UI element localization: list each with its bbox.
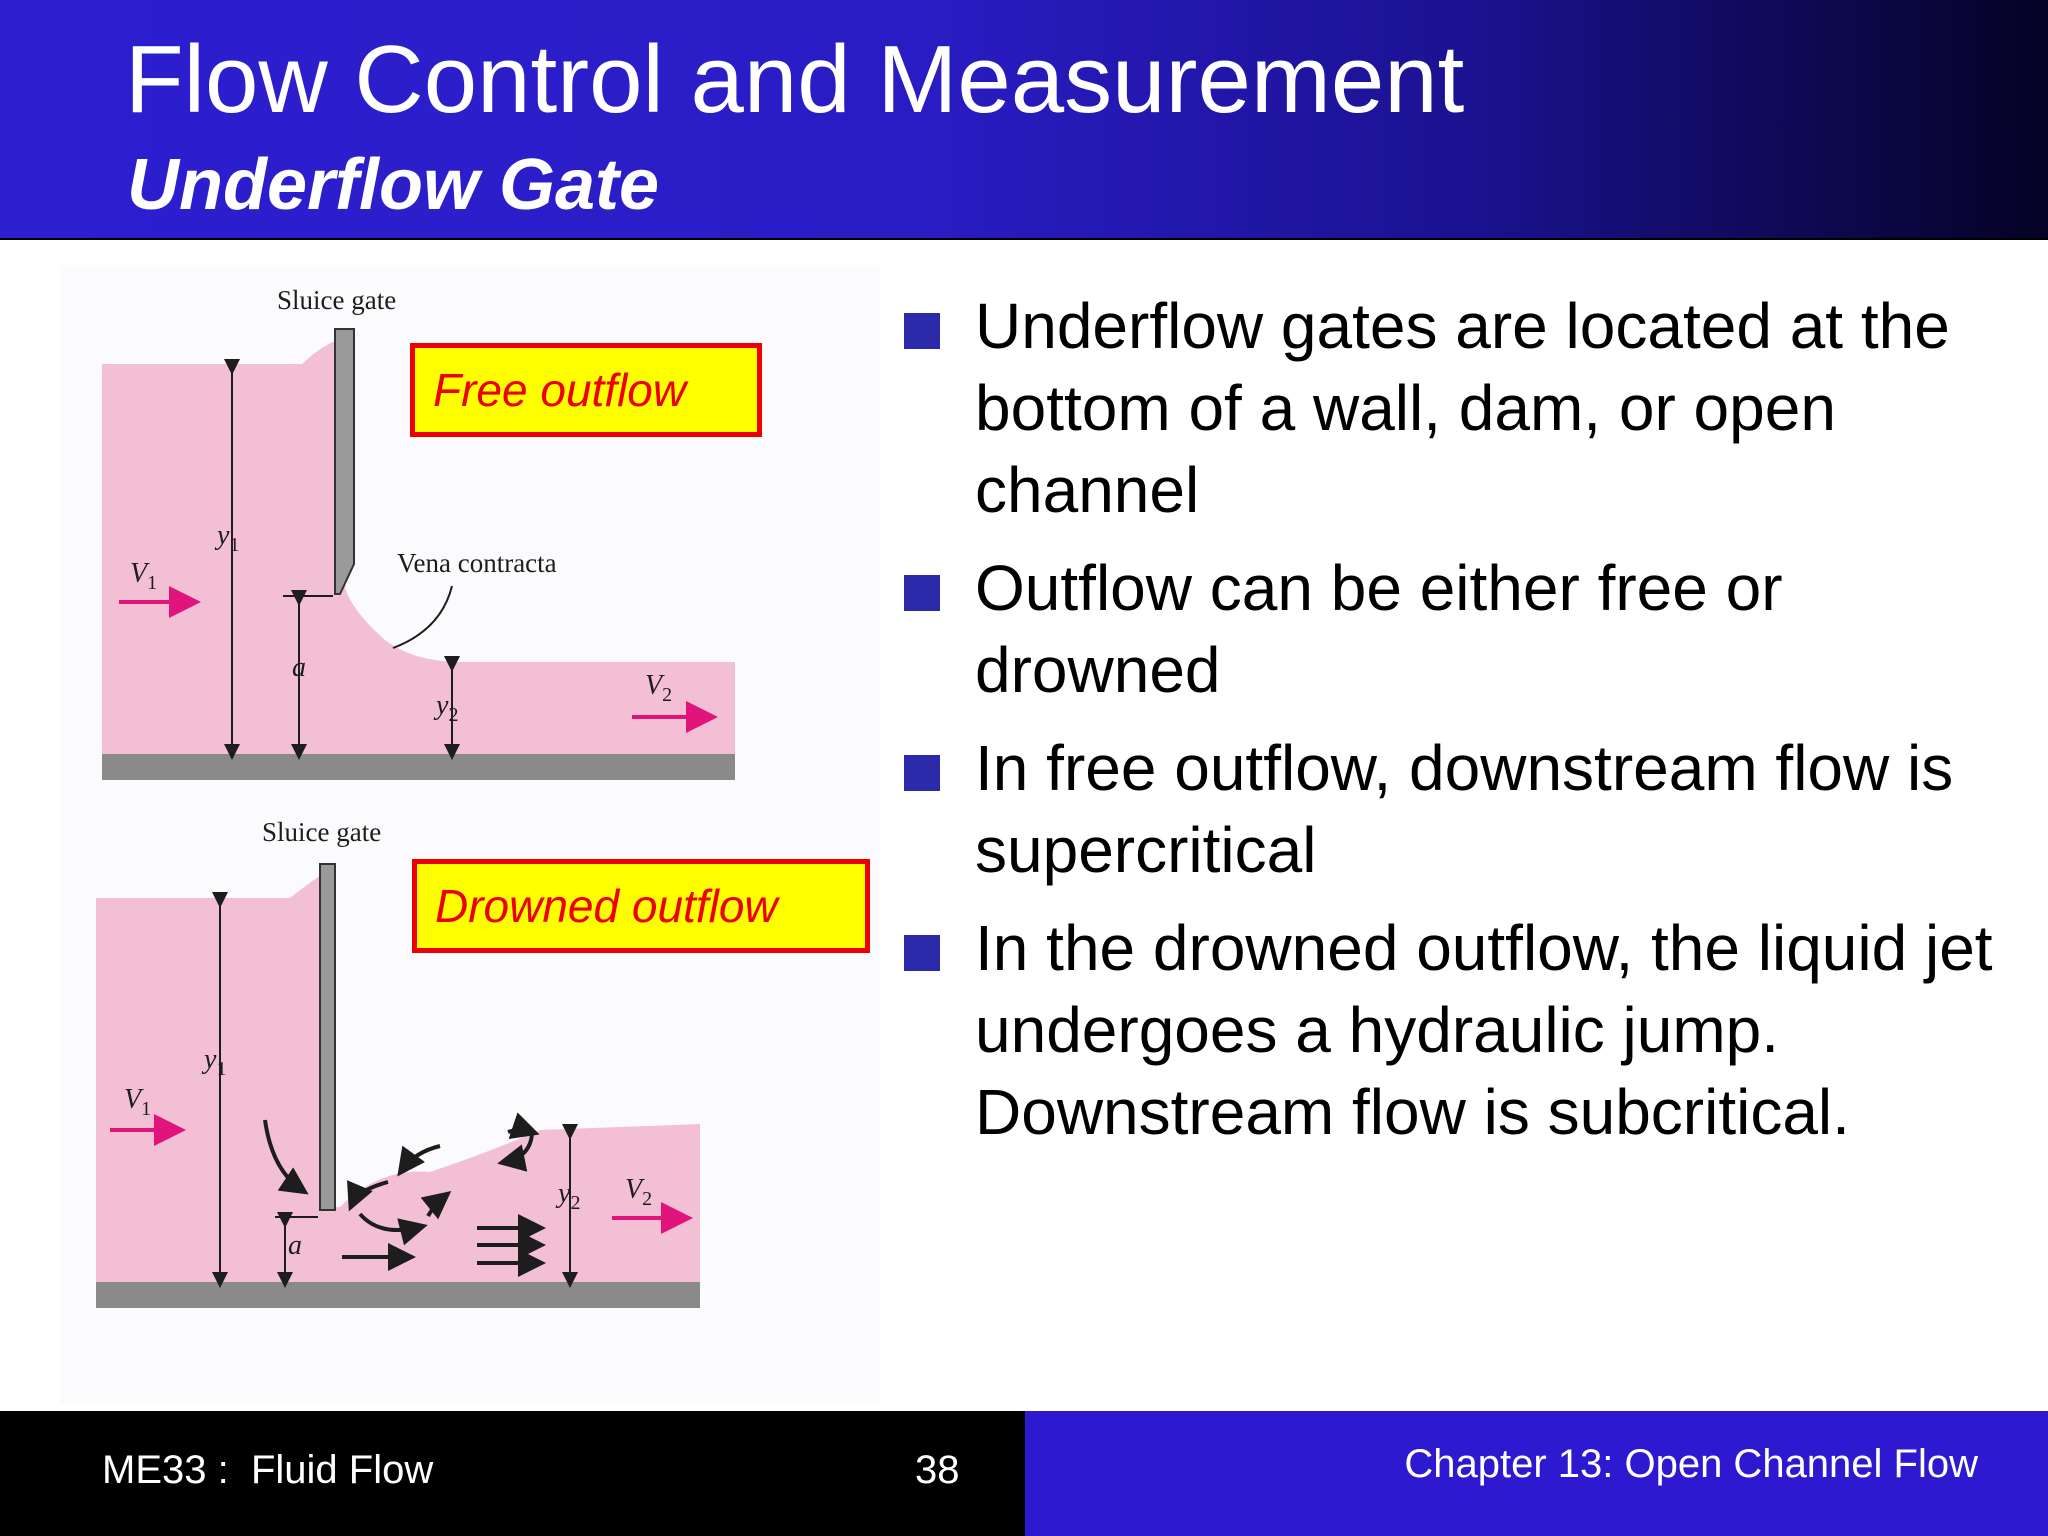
square-bullet-icon bbox=[904, 313, 940, 349]
sluice-gate-label: Sluice gate bbox=[262, 817, 382, 847]
free-outflow-diagram bbox=[95, 280, 885, 790]
drowned-outflow-callout: Drowned outflow bbox=[412, 859, 870, 953]
drowned-outflow-diagram bbox=[90, 812, 890, 1312]
bullet-item bbox=[900, 547, 2010, 711]
y1-label: $y_1$ bbox=[217, 520, 240, 556]
eddy-arrow bbox=[402, 1146, 440, 1170]
slide-subtitle: Underflow Gate bbox=[127, 145, 660, 225]
v2-label: $V_2$ bbox=[645, 670, 673, 706]
bullet-item bbox=[900, 727, 2010, 891]
sluice-gate-label: Sluice gate bbox=[277, 285, 397, 315]
square-bullet-icon bbox=[904, 935, 940, 971]
channel-floor bbox=[96, 1282, 700, 1308]
chapter-label: Chapter 13: Open Channel Flow bbox=[1404, 1442, 1978, 1486]
v1-label: $V_1$ bbox=[130, 558, 158, 594]
bullet-item bbox=[900, 907, 2010, 1153]
vena-contracta-label: Vena contracta bbox=[397, 548, 557, 578]
free-outflow-callout: Free outflow bbox=[410, 343, 762, 437]
bullet-text: In free outflow, downstream flow is supercritical bbox=[975, 732, 1954, 886]
v2-label: $V_2$ bbox=[625, 1174, 653, 1210]
bullet-list bbox=[900, 285, 2010, 1169]
bullet-text: Outflow can be either free or drowned bbox=[975, 552, 1783, 706]
course-label: ME33 : Fluid Flow bbox=[102, 1448, 434, 1492]
y1-label: $y_1$ bbox=[204, 1044, 227, 1080]
a-label: a bbox=[288, 1230, 302, 1261]
sluice-gate bbox=[320, 864, 335, 1210]
slide-title: Flow Control and Measurement bbox=[125, 26, 1465, 133]
square-bullet-icon bbox=[904, 575, 940, 611]
page-number: 38 bbox=[915, 1448, 960, 1492]
y2-label: $y_2$ bbox=[558, 1178, 581, 1214]
bullet-text: In the drowned outflow, the liquid jet undergoes a hydraulic jump. Downstream flow is subcritical. bbox=[975, 912, 2011, 1148]
bullet-item bbox=[900, 285, 2010, 531]
bullet-text: Underflow gates are located at the bottom of a wall, dam, or open channel bbox=[975, 290, 1950, 526]
y2-label: $y_2$ bbox=[436, 690, 459, 726]
vena-contracta-leader bbox=[393, 586, 452, 648]
sluice-gate bbox=[335, 329, 354, 594]
v1-label: $V_1$ bbox=[124, 1084, 152, 1120]
square-bullet-icon bbox=[904, 755, 940, 791]
channel-floor bbox=[102, 754, 735, 780]
eddy-arrow bbox=[508, 1130, 532, 1132]
a-label: a bbox=[292, 652, 306, 683]
title-bar bbox=[0, 0, 2048, 240]
